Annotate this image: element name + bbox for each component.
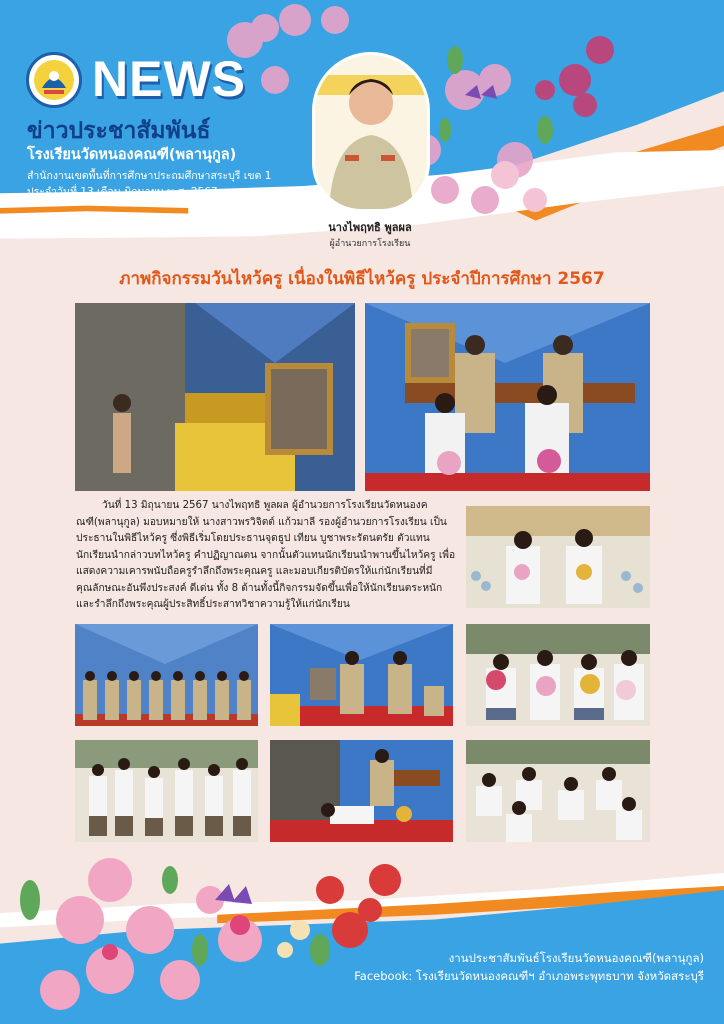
director-portrait [312, 52, 430, 212]
director-name: นางไพฤทธิ พูลผล [328, 221, 412, 234]
news-title: NEWS [92, 51, 246, 107]
photo-students-bowing [270, 740, 453, 842]
director-role: ผู้อำนวยการโรงเรียน [329, 239, 411, 249]
school-logo [26, 52, 82, 108]
footer-pr-unit: งานประชาสัมพันธ์โรงเรียนวัดหนองคณฑี(พลานุกูล) [448, 951, 704, 965]
photo-students-with-offerings [365, 303, 650, 491]
date-line: ประจำวันที่ 13 เดือน มิถุนายน พ.ศ. 2567 [27, 186, 218, 198]
page-subtitle: ข่าวประชาสัมพันธ์ [27, 118, 211, 144]
article-body: วันที่ 13 มิถุนายน 2567 นางไพฤทธิ พูลผล ผู้อำนวยการโรงเรียนวัดหนองคณฑี(พลานุกูล) มอบหมายให้ นางสาวพรวิจิตต์ แก้วมาลี รองผู้อำนวยการโรงเรียน เป็นประธานในพิธีไหว้ครู ซึ่งพิธีเริ่มโดยประธานจุดธูป เทียน บูชาพระรัตนตรัย ตัวแทนนักเรียนนำกล่าวบทไหว้ครู คำปฏิญาณตน จากนั้นตัวแทนนักเรียนนำพานขึ้นไหว้ครู เพื่อแสดงความเคารพนับถือครูรำลึกถึงพระคุณครู และมอบเกียรติบัตรให้แก่นักเรียนที่มีคุณลักษณะอันพึงประสงค์ ดีเด่น ทั้ง 8 ด้านทั้งนี้กิจกรรมจัดขึ้นเพื่อให้นักเรียนตระหนักและรำลึกถึงพระคุณผู้ประสิทธิ์ประสาทวิชาความรู้ให้แก่นักเรียน [76, 500, 456, 610]
headline: ภาพกิจกรรมวันไหว้ครู เนื่องในพิธีไหว้ครู ประจำปีการศึกษา 2567 [119, 269, 605, 289]
photo-students-seated [466, 740, 650, 842]
office-name: สำนักงานเขตพื้นที่การศึกษาประถมศึกษาสระบุรี เขต 1 [27, 170, 272, 182]
photo-stage-ceremony [270, 624, 453, 726]
photo-students-flower-trays [466, 624, 650, 726]
photo-students-holding-trays [466, 506, 650, 608]
photo-students-standing [75, 740, 258, 842]
photo-teacher-at-shrine [75, 303, 355, 491]
photo-teachers-lineup [75, 624, 258, 726]
director-caption [300, 218, 440, 250]
school-emblem-icon [32, 58, 76, 102]
flower-decoration-bottom [0, 840, 420, 1024]
footer-facebook: Facebook: โรงเรียนวัดหนองคณฑีฯ อำเภอพระพุทธบาท จังหวัดสระบุรี [354, 969, 704, 983]
school-name: โรงเรียนวัดหนองคณฑี(พลานุกูล) [27, 147, 237, 163]
